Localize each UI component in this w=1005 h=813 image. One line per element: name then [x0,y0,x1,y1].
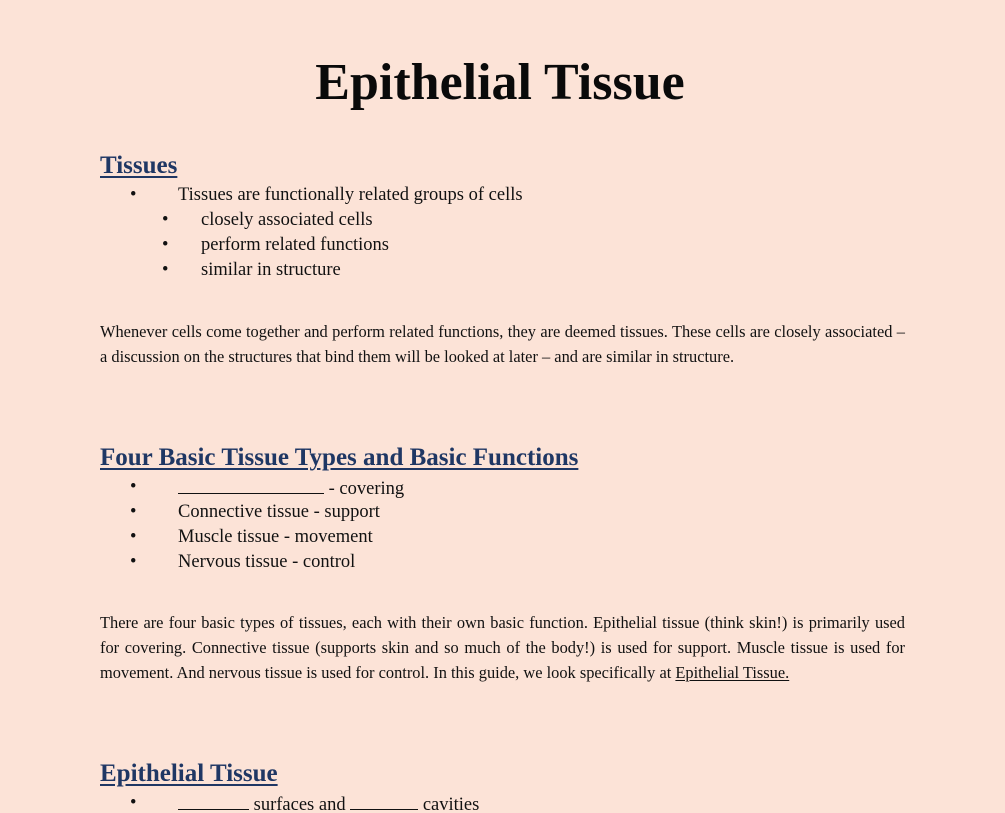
bullet-icon: • [162,210,169,230]
blank-suffix: surfaces and [249,795,351,813]
fill-in-blank[interactable] [178,791,249,810]
bullet-icon: • [162,260,169,280]
list-item-text: Nervous tissue - control [178,552,356,572]
blank-suffix: cavities [418,795,480,813]
bullet-icon: • [130,793,137,813]
list-item-text [178,791,479,813]
tissues-paragraph: Whenever cells come together and perform related functions, they are deemed tissues. These cells are closely associated – a discussion on the structures that bind them will be looked at later – and are similar in structure. [100,322,905,366]
list-item-text: Muscle tissue - movement [178,527,373,547]
bullet-icon: • [130,502,137,522]
tissue-types-paragraph [100,611,905,685]
paragraph-text: There are four basic types of tissues, each with their own basic function. Epithelial tissue (think skin!) is primarily used for covering. Connective tissue (supports skin and so much of the body!) is used for support. Muscle tissue is used for movement. And nervous tissue is used for control. In this guide, we look specifically at [100,613,905,682]
list-item-text [178,475,404,502]
fill-in-blank[interactable] [350,791,418,810]
heading-epithelial-tissue: Epithelial Tissue [100,760,278,787]
heading-tissues: Tissues [100,152,178,179]
list-item-text: perform related functions [201,235,390,255]
list-item-text: closely associated cells [201,210,373,230]
bullet-icon: • [130,185,137,205]
document-title: Epithelial Tissue [315,54,685,111]
heading-four-tissue-types: Four Basic Tissue Types and Basic Functions [100,444,579,471]
list-item-text: Tissues are functionally related groups of cells [178,185,523,205]
bullet-icon: • [130,527,137,547]
bullet-icon: • [130,552,137,572]
bullet-icon: • [130,477,137,497]
blank-suffix: - covering [324,479,405,499]
list-item-text: similar in structure [201,260,341,280]
list-item-text: Connective tissue - support [178,502,380,522]
fill-in-blank[interactable] [178,475,324,494]
epithelial-tissue-link[interactable]: Epithelial Tissue. [675,662,790,682]
bullet-icon: • [162,235,169,255]
